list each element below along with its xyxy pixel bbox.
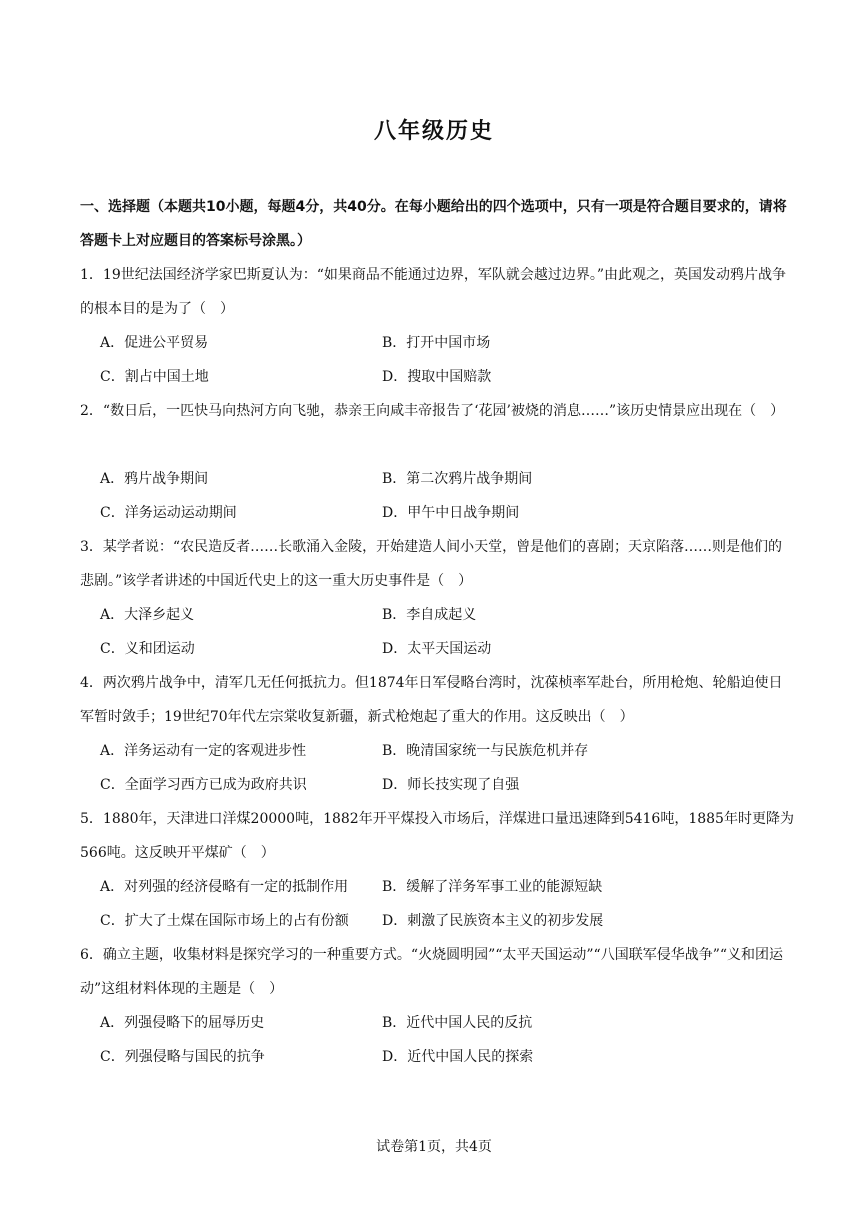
question-1-stem: 1．19世纪法国经济学家巴斯夏认为：“如果商品不能通过边界，军队就会越过边界。”由此观之，英国发动鸦片战争的根本目的是为了（ ） [80,267,787,317]
page-title: 八年级历史 [373,119,494,144]
option-a: A．大泽乡起义 [100,607,195,623]
question-1-options [100,326,800,394]
question-6-stem: 6．确立主题，收集材料是探究学习的一种重要方式。“火烧圆明园”“太平天国运动”“八国联军侵华战争”“义和团运动”这组材料体现的主题是（ ） [80,947,784,997]
option-d: D．搜取中国赔款 [382,369,492,385]
option-b: B．缓解了洋务军事工业的能源短缺 [382,879,603,895]
question-3-stem: 3．某学者说：“农民造反者……长歌涌入金陵，开始建造人间小天堂，曾是他们的喜剧；天京陷落……则是他们的悲剧。”该学者讲述的中国近代史上的这一重大历史事件是（ ） [80,539,783,589]
option-c: C．洋务运动运动期间 [100,505,237,521]
option-d: D．刺激了民族资本主义的初步发展 [382,913,604,929]
option-b: B．李自成起义 [382,607,477,623]
option-b: B．晚清国家统一与民族危机并存 [382,743,589,759]
option-a: A．洋务运动有一定的客观进步性 [100,743,307,759]
question-2-stem: 2．“数日后，一匹快马向热河方向飞驰，恭亲王向咸丰帝报告了‘花园’被烧的消息……”该历史情景应出现在（ ） [80,403,785,419]
option-d: D．太平天国运动 [382,641,492,657]
option-a: A．列强侵略下的屈辱历史 [100,1015,265,1031]
section-heading: 一、选择题（本题共10小题，每题4分，共40分。在每小题给出的四个选项中，只有一项是符合题目要求的，请将答题卡上对应题目的答案标号涂黑。） [80,199,787,249]
question-3-options [100,598,800,666]
option-a: A．对列强的经济侵略有一定的抵制作用 [100,879,349,895]
page-footer: 试卷第1页，共4页 [376,1139,492,1155]
option-c: C．扩大了土煤在国际市场上的占有份额 [100,913,349,929]
question-2-options [100,462,800,530]
option-a: A．促进公平贸易 [100,335,209,351]
question-4-options [100,734,800,802]
option-d: D．近代中国人民的探索 [382,1049,534,1065]
option-c: C．义和团运动 [100,641,195,657]
question-4-stem: 4．两次鸦片战争中，清军几无任何抵抗力。但1874年日军侵略台湾时，沈葆桢率军赴台，所用枪炮、轮船迫使日军暂时敛手；19世纪70年代左宗棠收复新疆，新式枪炮起了重大的作用。这反映出（ ） [80,675,783,725]
question-5-options [100,870,800,938]
option-d: D．师长技实现了自强 [382,777,520,793]
option-b: B．第二次鸦片战争期间 [382,471,533,487]
question-6-options [100,1006,800,1074]
option-c: C．全面学习西方已成为政府共识 [100,777,307,793]
option-b: B．打开中国市场 [382,335,491,351]
option-a: A．鸦片战争期间 [100,471,209,487]
option-c: C．割占中国土地 [100,369,209,385]
option-c: C．列强侵略与国民的抗争 [100,1049,265,1065]
option-b: B．近代中国人民的反抗 [382,1015,533,1031]
question-5-stem: 5．1880年，天津进口洋煤20000吨，1882年开平煤投入市场后，洋煤进口量迅速降到5416吨，1885年时更降为566吨。这反映开平煤矿（ ） [80,811,794,861]
option-d: D．甲午中日战争期间 [382,505,520,521]
